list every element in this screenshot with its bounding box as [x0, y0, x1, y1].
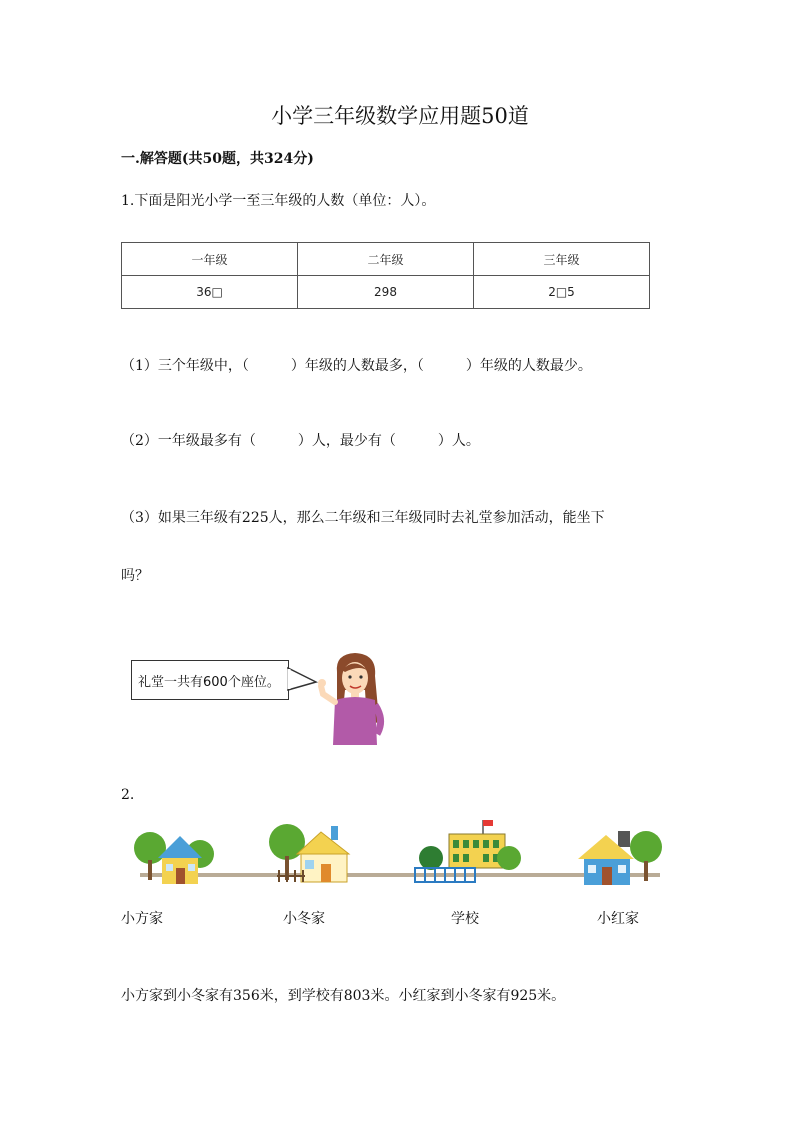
school-illustration	[413, 818, 523, 886]
table-cell: 2□5	[474, 276, 650, 309]
question-2-number: 2.	[121, 787, 135, 803]
place-label-school: 学校	[451, 911, 479, 927]
house-xiaofang-illustration	[130, 820, 220, 890]
table-cell: 298	[298, 276, 474, 309]
house-xiaohong-illustration	[572, 825, 664, 890]
girl-teacher-illustration	[315, 650, 395, 745]
question-1-part-3: （3）如果三年级有225人，那么二年级和三年级同时去礼堂参加活动，能坐下	[121, 510, 605, 526]
question-1-part-2: （2）一年级最多有（ ）人，最少有（ ）人。	[121, 433, 480, 449]
grade-table	[121, 242, 650, 309]
house-xiaodong-illustration	[265, 818, 360, 888]
section-heading: 一.解答题(共50题，共324分)	[121, 151, 314, 167]
place-label-xiaodong: 小冬家	[283, 911, 325, 927]
table-header-cell: 三年级	[474, 243, 650, 276]
question-1-part-1: （1）三个年级中，（ ）年级的人数最多，（ ）年级的人数最少。	[121, 358, 592, 374]
question-1-intro: 1.下面是阳光小学一至三年级的人数（单位：人）。	[121, 193, 436, 209]
question-1-part-3-continued: 吗？	[121, 568, 149, 584]
question-2-text: 小方家到小冬家有356米，到学校有803米。小红家到小冬家有925米。	[121, 988, 566, 1004]
table-row	[122, 276, 650, 309]
page-title: 小学三年级数学应用题50道	[271, 104, 529, 128]
place-label-xiaofang: 小方家	[121, 911, 163, 927]
table-header-row	[122, 243, 650, 276]
table-header-cell: 一年级	[122, 243, 298, 276]
place-label-xiaohong: 小红家	[597, 911, 639, 927]
speech-bubble: 礼堂一共有600个座位。	[131, 660, 289, 700]
table-cell: 36□	[122, 276, 298, 309]
table-header-cell: 二年级	[298, 243, 474, 276]
